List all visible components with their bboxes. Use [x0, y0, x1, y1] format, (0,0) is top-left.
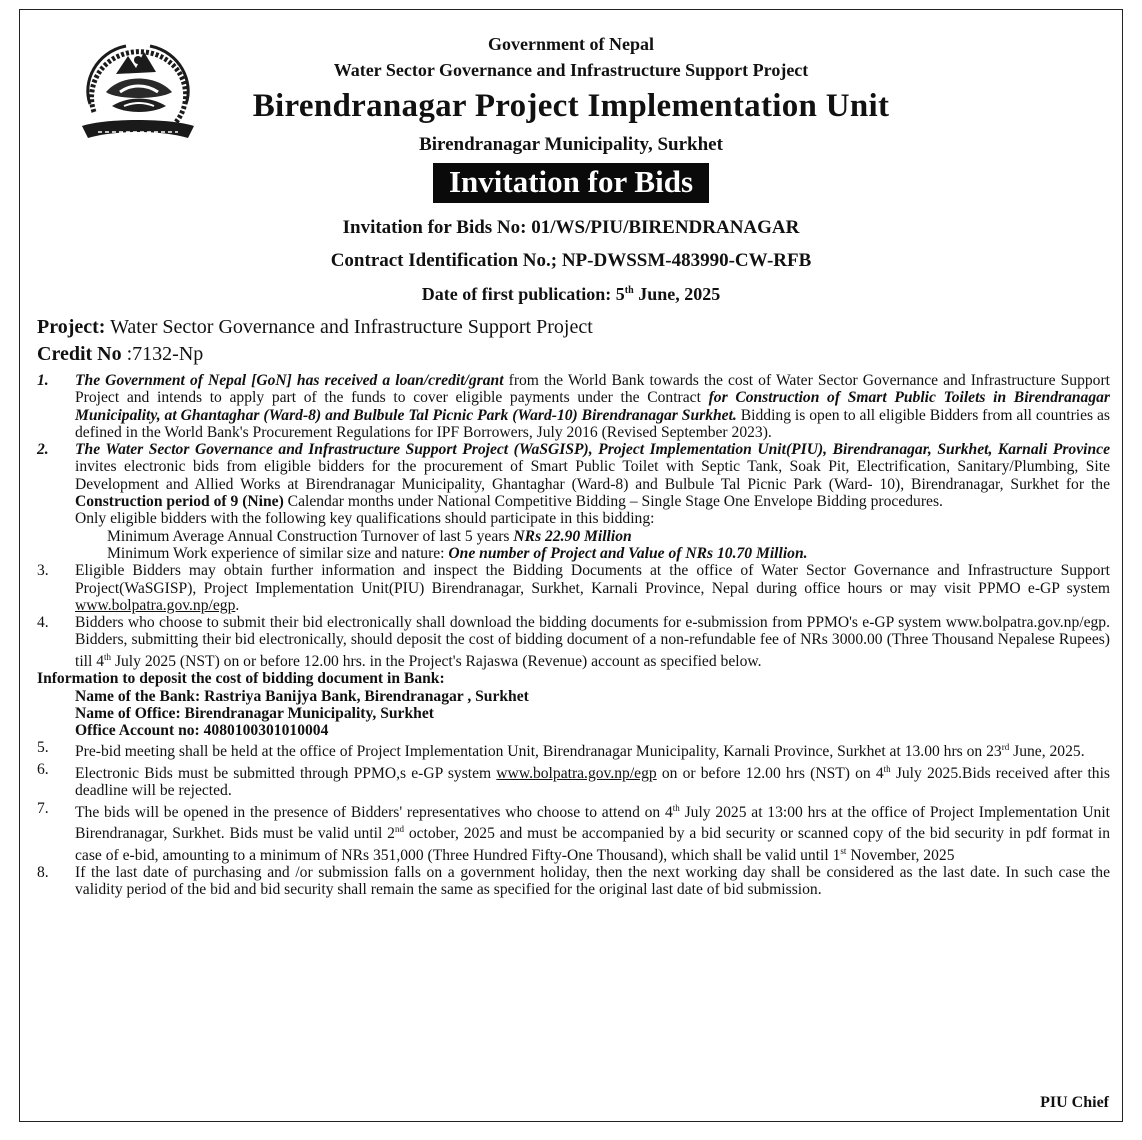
header-unit-title: Birendranagar Project Implementation Unit — [252, 88, 890, 124]
signature: PIU Chief — [1040, 1094, 1109, 1111]
qualification-experience: Minimum Work experience of similar size and nature: One number of Project and Value of NRs 10.70 Million. — [107, 544, 808, 562]
list-item: 3. Eligible Bidders may obtain further information and inspect the Bidding Documents at the office of Water Sector Governance and Infrastructure Support Project(WaSGISP), Project Implementation Unit(PIU) Birendranagar, Surkhet, Karnali Province, Nepal during office hours or may visit PPMO e-GP system www.bolpatra.gov.np/egp. — [37, 562, 1110, 614]
publication-date: Date of first publication: 5th June, 2025 — [421, 284, 721, 304]
list-item: 6. Electronic Bids must be submitted through PPMO,s e-GP system www.bolpatra.gov.np/egp on or before 12.00 hrs (NST) on 4th July 2025.Bids received after this deadline will be rejected. — [37, 760, 1110, 800]
contract-id: Contract Identification No.; NP-DWSSM-483990-CW-RFB — [330, 250, 812, 271]
invitation-banner: Invitation for Bids — [433, 163, 709, 203]
list-item: 7. The bids will be opened in the presence of Bidders' representatives who choose to attend on 4th July 2025 at 13:00 hrs at the office of Project Implementation Unit Birendranagar, Surkhet. Bids must be valid until 2nd october, 2025 and must be accompanied by a bid security or scanned copy of the bid security in pdf format in case of e-bid, amounting to a minimum of NRs 351,000 (Three Hundred Fifty-One Thousand), which shall be valid until 1st November, 2025 — [37, 799, 1110, 864]
qualification-intro: Only eligible bidders with the following key qualifications should participate in this bidding: — [75, 510, 655, 528]
project-line: Project: Water Sector Governance and Infrastructure Support Project — [37, 316, 593, 338]
list-item: 8. If the last date of purchasing and /or submission falls on a government holiday, then the next working day shall be considered as the last date. In such case the validity period of the bid and bid security shall remain the same as specified for the original last date of bid submission. — [37, 864, 1110, 899]
header-project: Water Sector Governance and Infrastructure Support Project — [333, 60, 809, 80]
ifb-number: Invitation for Bids No: 01/WS/PIU/BIRENDRANAGAR — [342, 217, 800, 238]
list-item: 1. The Government of Nepal [GoN] has received a loan/credit/grant from the World Bank towards the cost of Water Sector Governance and Infrastructure Support Project and intends to apply part of the funds to cover eligible payments under the Contract for Construction of Smart Public Toilets in Birendranagar Municipality, at Ghantaghar (Ward-8) and Bulbule Tal Picnic Park (Ward-10) Birendranagar Surkhet. Bidding is open to all eligible Bidders from all countries as defined in the World Bank's Procurement Regulations for IPF Borrowers, July 2016 (Revised September 2023). — [37, 372, 1111, 441]
banner-container — [19, 163, 1123, 203]
notice-body — [37, 372, 1110, 899]
bank-name: Name of the Bank: Rastriya Banijya Bank, Birendranagar , Surkhet — [75, 687, 529, 705]
list-item: 5. Pre-bid meeting shall be held at the office of Project Implementation Unit, Birendranagar Municipality, Karnali Province, Surkhet at 13.00 hrs on 23rd June, 2025. — [37, 739, 1085, 761]
qualification-turnover: Minimum Average Annual Construction Turnover of last 5 years NRs 22.90 Million — [107, 527, 632, 545]
list-item: 2. The Water Sector Governance and Infrastructure Support Project (WaSGISP), Project Implementation Unit(PIU), Birendranagar, Surkhet, Karnali Province invites electronic bids from eligible bidders for the procurement of Smart Public Toilet with Septic Tank, Soak Pit, Electrification, Sanitary/Plumbing, Site Development and Allied Works at Birendranagar Municipality, Ghantaghar (Ward-8) and Bulbule Tal Picnic Park (Ward- 10), Birendranagar, Surkhet for the Construction period of 9 (Nine) Calendar months under National Competitive Bidding – Single Stage One Envelope Bidding procedures. — [37, 441, 1110, 511]
bank-info-title: Information to deposit the cost of bidding document in Bank: — [37, 670, 445, 688]
list-item: 4. Bidders who choose to submit their bid electronically shall download the bidding documents for e-submission from PPMO's e-GP system www.bolpatra.gov.np/egp. Bidders, submitting their bid electronically, should deposit the cost of bidding document of a non-refundable fee of NRs 3000.00 (Three Thousand Nepalese Rupees) till 4th July 2025 (NST) on or before 12.00 hrs. in the Project's Rajaswa (Revenue) account as specified below. — [37, 614, 1110, 670]
bank-office: Name of Office: Birendranagar Municipality, Surkhet — [75, 704, 434, 722]
credit-line: Credit No :7132-Np — [37, 343, 204, 365]
egp-link[interactable]: www.bolpatra.gov.np/egp — [75, 596, 236, 614]
header-government: Government of Nepal — [488, 34, 654, 54]
header-municipality: Birendranagar Municipality, Surkhet — [419, 134, 723, 155]
bank-account: Office Account no: 4080100301010004 — [75, 722, 329, 740]
egp-link[interactable]: www.bolpatra.gov.np/egp — [496, 765, 657, 783]
